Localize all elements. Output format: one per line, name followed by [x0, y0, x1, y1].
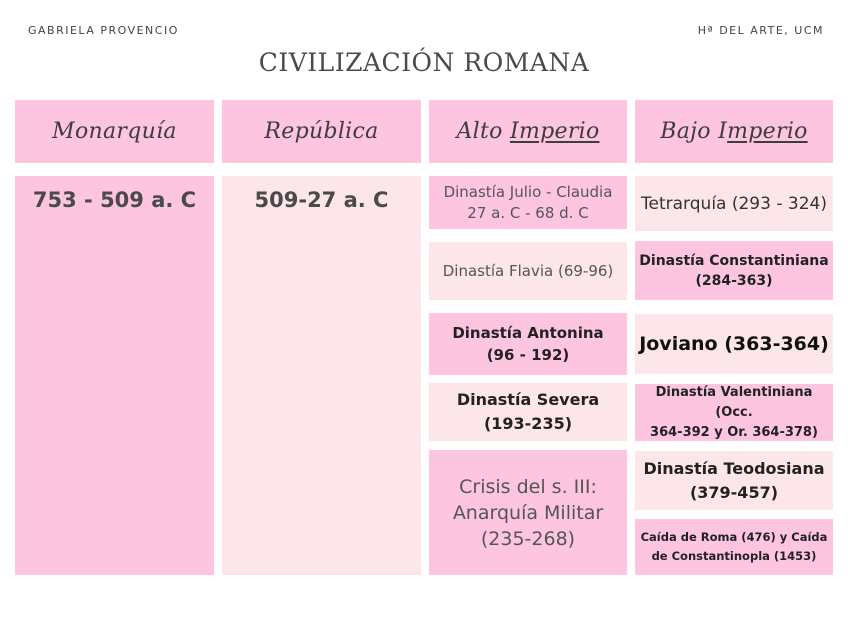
teodosiana-line1: Dinastía Teodosiana — [643, 458, 825, 478]
crisis-line1: Crisis del s. III: — [459, 475, 597, 498]
author-label: GABRIELA PROVENCIO — [28, 24, 179, 37]
bajo-teodosiana — [635, 451, 833, 510]
valentiniana-line1: Dinastía Valentiniana (Occ. — [655, 384, 813, 420]
bajo-caida — [635, 519, 833, 575]
alto-flavia — [429, 242, 627, 300]
crisis-line2: Anarquía Militar — [452, 501, 604, 524]
bajo-tetrarquia — [635, 176, 833, 231]
valentiniana-line2: 364-392 y Or. 364-378) — [650, 424, 818, 440]
header-republica-label: República — [264, 119, 379, 144]
severa-line1: Dinastía Severa — [456, 390, 600, 409]
course-label: Hª DEL ARTE, UCM — [697, 24, 824, 37]
alto-antonina — [429, 313, 627, 375]
caida-line1: Caída de Roma (476) y Caída — [640, 530, 828, 544]
header-bajo-imperio — [635, 100, 833, 163]
flavia-text: Dinastía Flavia (69-96) — [442, 261, 614, 280]
tetrarquia-text: Tetrarquía (293 - 324) — [641, 193, 827, 214]
joviano-text: Joviano (363-364) — [639, 333, 829, 355]
monarquia-period — [15, 176, 214, 575]
header-monarquia-label: Monarquía — [52, 119, 177, 144]
header-monarquia — [15, 100, 214, 163]
antonina-line1: Dinastía Antonina — [452, 324, 604, 342]
teodosiana-line2: (379-457) — [689, 482, 779, 502]
crisis-line3: (235-268) — [480, 527, 576, 550]
header-bajo-imperio-label: Bajo Imperio — [660, 119, 808, 144]
republica-period — [222, 176, 421, 575]
caida-line2: de Constantinopla (1453) — [651, 549, 817, 563]
header-republica — [222, 100, 421, 163]
page-title: CIVILIZACIÓN ROMANA — [258, 48, 590, 77]
alto-crisis — [429, 450, 627, 575]
julio-claudia-line2: 27 a. C - 68 d. C — [467, 203, 589, 222]
constantiniana-line1: Dinastía Constantiniana — [639, 252, 829, 269]
julio-claudia-line1: Dinastía Julio - Claudia — [443, 182, 613, 201]
bajo-constantiniana — [635, 241, 833, 300]
antonina-line2: (96 - 192) — [486, 346, 570, 364]
constantiniana-line2: (284-363) — [695, 272, 773, 289]
bajo-valentiniana — [635, 384, 833, 441]
bajo-joviano — [635, 314, 833, 374]
severa-line2: (193-235) — [483, 414, 573, 433]
header-alto-imperio — [429, 100, 627, 163]
monarquia-period-text: 753 - 509 a. C — [32, 188, 197, 212]
alto-julio-claudia — [429, 176, 627, 229]
republica-period-text: 509-27 a. C — [254, 188, 389, 212]
header-alto-imperio-label: Alto Imperio — [456, 119, 600, 144]
alto-severa — [429, 383, 627, 441]
